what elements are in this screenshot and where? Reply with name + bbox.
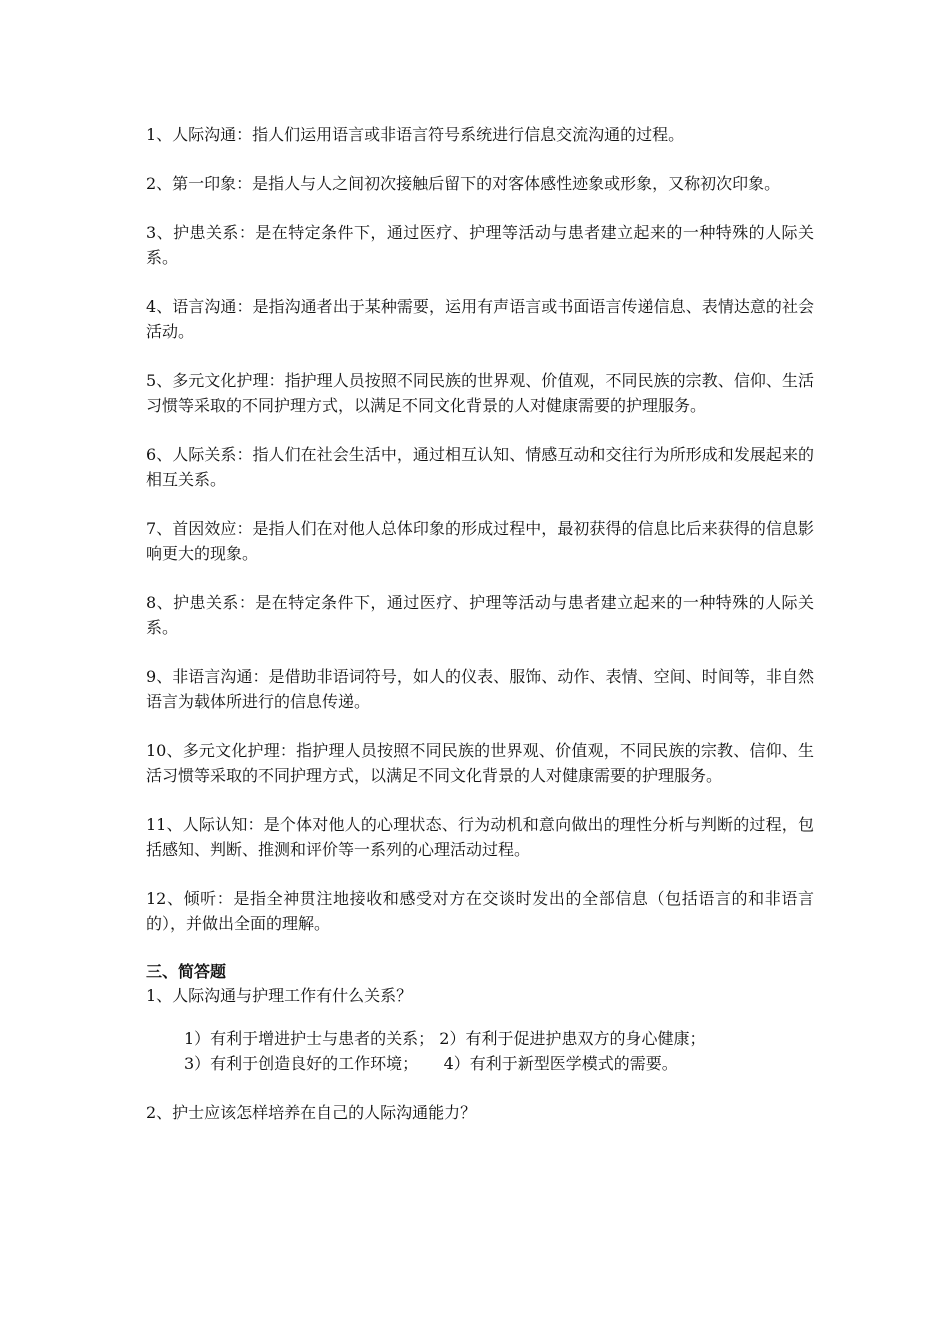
definition-10: 10、多元文化护理：指护理人员按照不同民族的世界观、价值观，不同民族的宗教、信仰、生活习惯等采取的不同护理方式，以满足不同文化背景的人对健康需要的护理服务。 [146, 741, 814, 785]
definition-6: 6、人际关系：指人们在社会生活中，通过相互认知、情感互动和交往行为所形成和发展起来的相互关系。 [146, 445, 814, 489]
document-page [146, 122, 814, 1143]
definition-12: 12、倾听：是指全神贯注地接收和感受对方在交谈时发出的全部信息（包括语言的和非语言的），并做出全面的理解。 [146, 889, 814, 933]
definition-8: 8、护患关系：是在特定条件下，通过医疗、护理等活动与患者建立起来的一种特殊的人际关系。 [146, 593, 814, 637]
definition-4: 4、语言沟通：是指沟通者出于某种需要，运用有声语言或书面语言传递信息、表情达意的社会活动。 [146, 297, 814, 341]
answer-1 [146, 1026, 814, 1076]
definition-3: 3、护患关系：是在特定条件下，通过医疗、护理等活动与患者建立起来的一种特殊的人际关系。 [146, 223, 814, 267]
answer-1-line-2: 3）有利于创造良好的工作环境； 4）有利于新型医学模式的需要。 [184, 1054, 678, 1073]
definition-7: 7、首因效应：是指人们在对他人总体印象的形成过程中，最初获得的信息比后来获得的信息影响更大的现象。 [146, 519, 814, 563]
definition-9: 9、非语言沟通：是借助非语词符号，如人的仪表、服饰、动作、表情、空间、时间等，非自然语言为载体所进行的信息传递。 [146, 667, 814, 711]
definition-2: 2、第一印象：是指人与人之间初次接触后留下的对客体感性迹象或形象，又称初次印象。 [146, 174, 781, 193]
question-2: 2、护士应该怎样培养在自己的人际沟通能力？ [146, 1103, 477, 1122]
definition-1: 1、人际沟通：指人们运用语言或非语言符号系统进行信息交流沟通的过程。 [146, 125, 685, 144]
answer-1-line-1: 1）有利于增进护士与患者的关系； 2）有利于促进护患双方的身心健康； [184, 1029, 706, 1048]
question-1: 1、人际沟通与护理工作有什么关系？ [146, 986, 413, 1005]
definition-11: 11、人际认知：是个体对他人的心理状态、行为动机和意向做出的理性分析与判断的过程，包括感知、判断、推测和评价等一系列的心理活动过程。 [146, 815, 814, 859]
section-title: 三、简答题 [146, 962, 227, 981]
definition-5: 5、多元文化护理：指护理人员按照不同民族的世界观、价值观，不同民族的宗教、信仰、生活习惯等采取的不同护理方式，以满足不同文化背景的人对健康需要的护理服务。 [146, 371, 814, 415]
